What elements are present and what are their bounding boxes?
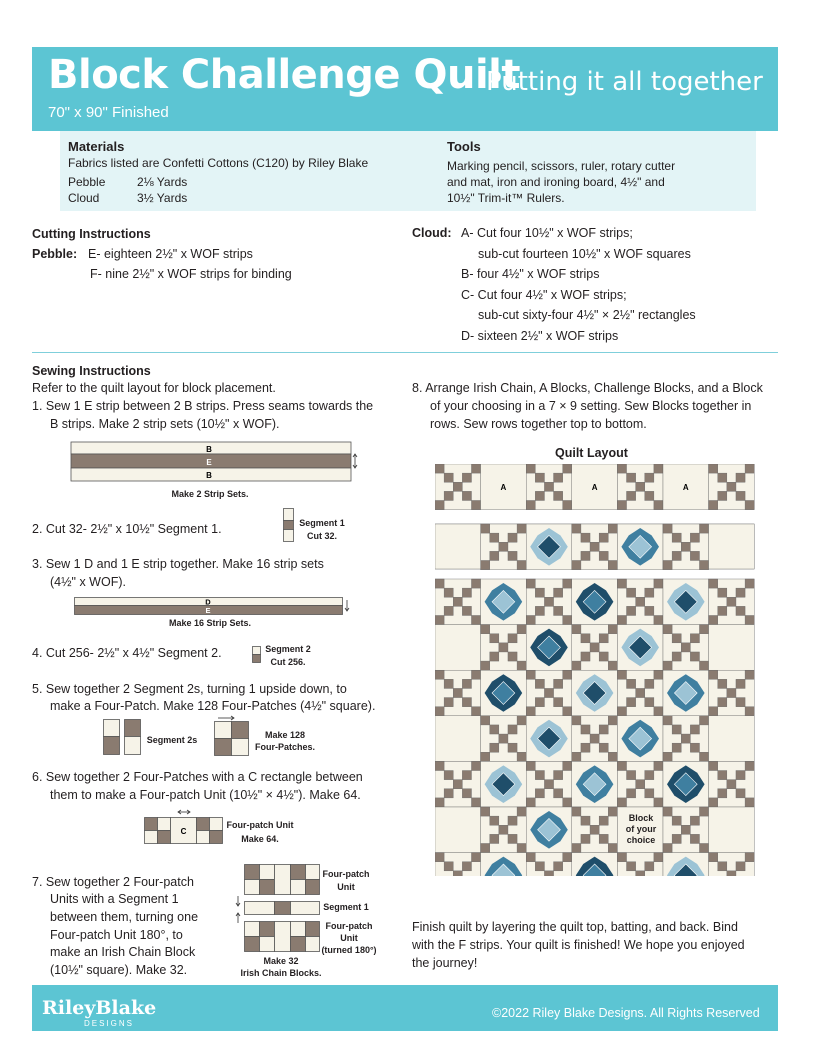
step-7-line: between them, turning one <box>50 910 199 924</box>
cloud-label: Cloud: <box>412 226 452 240</box>
c-rect-label: C <box>180 827 187 836</box>
a-block-label: A <box>500 482 507 492</box>
step-2-caption: Segment 1 <box>299 518 345 528</box>
four-patch-diagram <box>214 714 254 758</box>
a-block <box>709 716 755 762</box>
four-patch-unit-diagram <box>144 808 224 848</box>
step-8-line: of your choosing in a 7 × 9 setting. Sew Blocks together in <box>430 399 752 413</box>
step-5-line: 5. Sew together 2 Segment 2s, turning 1 upside down, to <box>32 682 347 696</box>
step-4-text: 4. Cut 256- 2½" x 4½" Segment 2. <box>32 646 222 660</box>
strip-label-d: D <box>205 597 211 607</box>
a-block <box>709 807 755 853</box>
step-7-line: (10½" square). Make 32. <box>50 963 188 977</box>
materials-heading: Materials <box>68 139 125 154</box>
finished-size: 70" x 90" Finished <box>48 104 169 121</box>
step-4-caption: Cut 256. <box>270 657 306 667</box>
finish-line: Finish quilt by layering the quilt top, batting, and back. Bind <box>412 920 738 934</box>
cloud-cut-line: D- sixteen 2½" x WOF strips <box>461 329 619 343</box>
step-2-caption: Cut 32. <box>306 531 337 541</box>
material-amount: 2⅛ Yards <box>137 175 188 189</box>
tools-heading: Tools <box>447 139 481 154</box>
irish-chain-block-diagram <box>234 864 320 954</box>
finish-line: the journey! <box>412 956 478 970</box>
page-title: Block Challenge Quilt <box>48 52 520 98</box>
step-7-line: 7. Sew together 2 Four-patch <box>32 875 194 889</box>
step-1-line: B strips. Make 2 strip sets (10½" x WOF). <box>50 417 280 431</box>
segment-2-diagram <box>252 646 262 666</box>
a-block <box>435 807 481 853</box>
step-2-text: 2. Cut 32- 2½" x 10½" Segment 1. <box>32 522 222 536</box>
sewing-intro: Refer to the quilt layout for block placement. <box>32 381 276 395</box>
segment-2s-diagram <box>103 719 143 757</box>
sewing-heading: Sewing Instructions <box>32 364 151 378</box>
cloud-cut-line: sub-cut sixty-four 4½" × 2½" rectangles <box>478 308 696 322</box>
a-block-label: A <box>682 482 689 492</box>
tools-line: Marking pencil, scissors, ruler, rotary cutter <box>447 159 676 173</box>
pebble-cut-line: E- eighteen 2½" x WOF strips <box>88 247 253 261</box>
cloud-cut-line: B- four 4½" x WOF strips <box>461 267 600 281</box>
step-7-label-fp: Four-patch <box>322 869 370 879</box>
materials-note: Fabrics listed are Confetti Cottons (C120) by Riley Blake <box>68 156 369 170</box>
riley-blake-logo-sub: DESIGNS <box>84 1019 135 1028</box>
section-divider <box>32 352 778 353</box>
step-6-caption: Make 64. <box>241 834 279 844</box>
material-name: Cloud <box>68 191 100 205</box>
a-block <box>709 625 755 671</box>
step-1-caption: Make 2 Strip Sets. <box>171 489 249 499</box>
step-5-caption-b: Make 128 <box>264 730 306 740</box>
material-amount: 3½ Yards <box>137 191 188 205</box>
step-3-caption: Make 16 Strip Sets. <box>168 618 252 628</box>
step-7-line: Units with a Segment 1 <box>50 892 179 906</box>
step-7-label-fpt: (turned 180°) <box>321 945 377 955</box>
step-3-line: (4½" x WOF). <box>50 575 126 589</box>
pebble-cut-line: F- nine 2½" x WOF strips for binding <box>90 267 292 281</box>
strip-label-e: E <box>206 458 212 467</box>
copyright: ©2022 Riley Blake Designs. All Rights Reserved <box>492 1006 760 1020</box>
page-subtitle: Putting it all together <box>486 67 763 97</box>
cutting-heading: Cutting Instructions <box>32 227 151 241</box>
step-8-line: rows. Sew rows together top to bottom. <box>430 417 647 431</box>
step-7-caption: Irish Chain Blocks. <box>240 968 322 978</box>
strip-label-b: B <box>206 445 212 454</box>
step-6-caption: Four-patch Unit <box>226 820 294 830</box>
cloud-cut-line: C- Cut four 4½" x WOF strips; <box>461 288 627 302</box>
a-block <box>435 716 481 762</box>
quilt-layout-diagram <box>435 464 755 876</box>
cloud-cut-line: A- Cut four 10½" x WOF strips; <box>461 226 633 240</box>
cloud-cut-line: sub-cut fourteen 10½" x WOF squares <box>478 247 691 261</box>
step-7-line: make an Irish Chain Block <box>50 945 196 959</box>
riley-blake-logo: RileyBlake <box>42 997 157 1019</box>
step-5-caption-a: Segment 2s <box>146 735 198 745</box>
step-7-label-fp: Unit <box>337 882 355 892</box>
step-1-line: 1. Sew 1 E strip between 2 B strips. Press seams towards the <box>32 399 374 413</box>
step-3-line: 3. Sew 1 D and 1 E strip together. Make 16 strip sets <box>32 557 324 571</box>
step-8-line: 8. Arrange Irish Chain, A Blocks, Challenge Blocks, and a Block <box>412 381 763 395</box>
step-5-caption-b: Four-Patches. <box>254 742 315 752</box>
pebble-label: Pebble: <box>32 247 78 261</box>
step-7-caption: Make 32 <box>263 956 299 966</box>
step-7-label-fpt: Unit <box>340 933 358 943</box>
a-block-label: A <box>591 482 598 492</box>
step-6-line: 6. Sew together 2 Four-Patches with a C rectangle between <box>32 770 363 784</box>
block-of-choice-label: Block of your choice <box>625 813 657 845</box>
finish-line: with the F strips. Your quilt is finished! We hope you enjoyed <box>412 938 745 952</box>
step-7-label-fpt: Four-patch <box>325 921 373 931</box>
tools-line: and mat, iron and ironing board, 4½" and <box>447 175 665 189</box>
strip-label-e: E <box>205 606 211 615</box>
strip-set-bEb-diagram <box>70 441 360 485</box>
step-6-line: them to make a Four-patch Unit (10½" × 4½"). Make 64. <box>50 788 361 802</box>
step-7-label-seg: Segment 1 <box>323 902 369 912</box>
step-4-caption: Segment 2 <box>265 644 311 654</box>
strip-set-dE-diagram <box>74 597 354 617</box>
strip-label-b: B <box>206 471 212 480</box>
material-name: Pebble <box>68 175 106 189</box>
tools-line: 10½" Trim-it™ Rulers. <box>447 191 565 205</box>
quilt-layout-title: Quilt Layout <box>555 446 628 460</box>
step-7-line: Four-patch Unit 180°, to <box>50 928 183 942</box>
step-5-line: make a Four-Patch. Make 128 Four-Patches (4½" square). <box>50 699 376 713</box>
a-block <box>435 625 481 671</box>
